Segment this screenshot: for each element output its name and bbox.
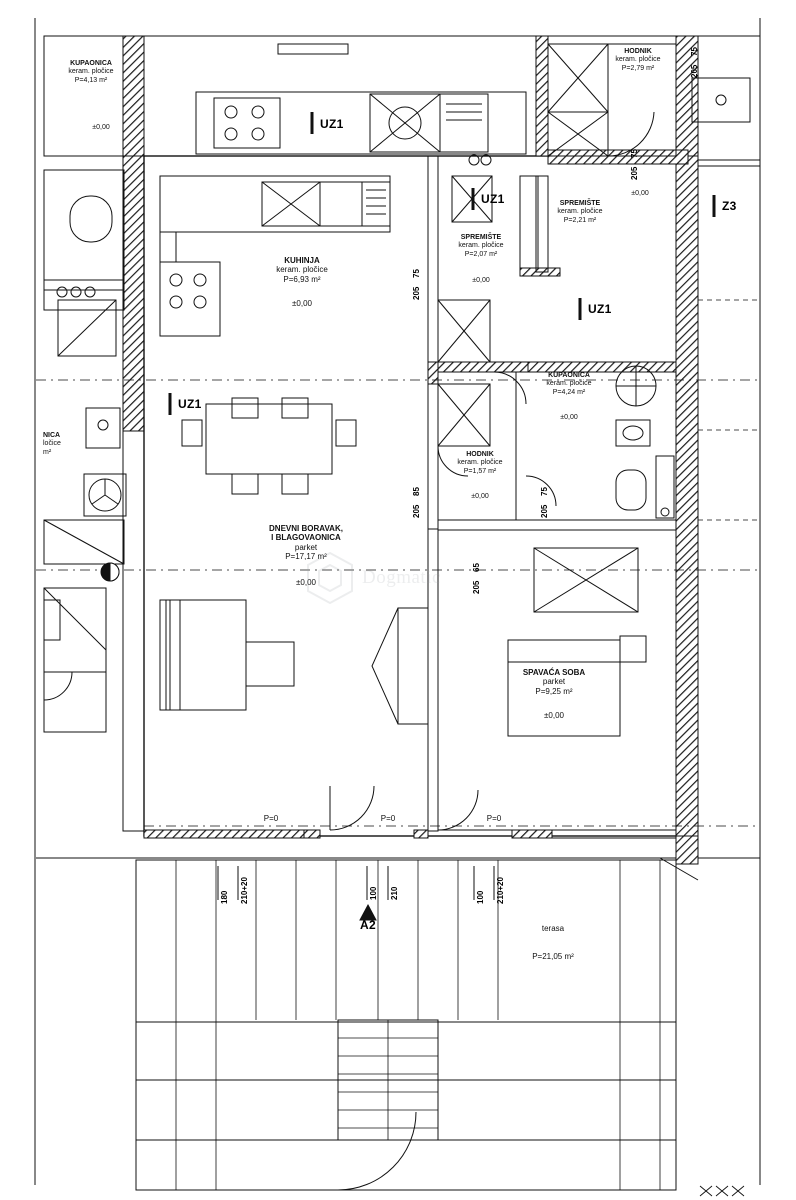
room-area: P=1,57 m²: [463, 467, 497, 475]
marker-zone-z3: Z3: [722, 199, 737, 213]
room-level-spavaca-soba: ±0,00: [544, 711, 564, 720]
door-dim-3-top: 100: [476, 890, 485, 904]
room-finish: keram. pločice: [458, 242, 504, 250]
room-level-kuhinja: ±0,00: [292, 299, 312, 308]
floor-mark-3: P=0: [486, 814, 502, 823]
marker-uz1-d: UZ1: [178, 397, 202, 411]
room-name: KUHINJA: [284, 256, 320, 265]
room-name: terasa: [541, 924, 565, 933]
room-finish: keram. pločice: [615, 56, 661, 64]
wall-dim-1-bottom: 205: [412, 286, 421, 300]
room-area: P=9,25 m²: [535, 686, 573, 696]
room-label-kupaonica-top: [43, 60, 139, 85]
marker-uz1-b: UZ1: [481, 192, 505, 206]
room-label-spremiste-right: [534, 200, 626, 225]
wall-dim-4-bottom: 205: [540, 504, 549, 518]
wall-dim-2-bottom: 205: [630, 166, 639, 180]
room-area: m²: [43, 448, 52, 456]
door-dim-1-top: 180: [220, 890, 229, 904]
room-area: P=2,07 m²: [464, 250, 498, 258]
floor-mark-1: P=0: [263, 814, 279, 823]
room-name: HODNIK: [466, 451, 494, 458]
watermark-text: Dogmatic: [362, 567, 441, 588]
room-area: P=2,79 m²: [621, 64, 655, 72]
room-level-hodnik-mid: ±0,00: [471, 493, 489, 500]
room-level-spremiste-mid: ±0,00: [472, 277, 490, 284]
room-name-line1: DNEVNI BORAVAK,: [269, 524, 343, 533]
door-dim-2-bottom: 210: [390, 886, 399, 900]
room-label-hodnik-mid: [437, 451, 523, 476]
room-label-spavaca-soba: [504, 668, 604, 696]
room-finish: keram. pločice: [557, 208, 603, 216]
room-finish: parket: [294, 542, 318, 552]
room-name: KUPAONICA: [548, 372, 590, 379]
room-name-line2: I BLAGOVAONICA: [271, 533, 341, 543]
marker-uz1-c: UZ1: [588, 302, 612, 316]
room-label-hodnik-top: [593, 48, 683, 73]
room-name: NICA: [43, 432, 61, 439]
room-label-terasa: [513, 924, 593, 933]
room-level-dnevni-boravak: ±0,00: [296, 578, 316, 587]
room-finish: keram. pločice: [68, 68, 114, 76]
room-name: KUPAONICA: [70, 60, 112, 67]
wall-dim-2-top: 75: [630, 149, 639, 158]
room-name: SPAVAĆA SOBA: [522, 668, 586, 677]
room-finish: keram. pločice: [457, 459, 503, 467]
room-area: P=17,17 m²: [285, 552, 327, 562]
door-dim-3-bottom: 210+20: [496, 877, 505, 904]
wall-dim-5-top: 65: [472, 563, 481, 572]
marker-uz1-a: UZ1: [320, 117, 344, 131]
door-dim-1-bottom: 210+20: [240, 877, 249, 904]
room-level-kupaonica-right: ±0,00: [560, 414, 578, 421]
room-finish: ločice: [43, 440, 61, 448]
room-name: SPREMIŠTE: [460, 234, 502, 241]
room-label-spremiste-mid: [439, 234, 523, 259]
door-dim-2-top: 100: [369, 886, 378, 900]
floor-mark-2: P=0: [380, 814, 396, 823]
room-finish: parket: [542, 677, 566, 687]
room-label-dnevni-boravak: [243, 524, 369, 562]
room-area: P=2,21 m²: [563, 216, 597, 224]
room-area-terasa: P=21,05 m²: [532, 952, 574, 961]
wall-dim-5-bottom: 205: [472, 580, 481, 594]
room-level-kupaonica-top: ±0,00: [92, 124, 110, 131]
wall-dim-3-top: 85: [412, 487, 421, 496]
marker-section-a2: A2: [360, 918, 376, 932]
room-area: P=4,24 m²: [552, 388, 586, 396]
room-label-partial-left: [43, 432, 89, 457]
wall-dim-6-bottom: 205: [690, 64, 699, 78]
room-finish: keram. pločice: [276, 265, 328, 275]
room-finish: keram. pločice: [546, 380, 592, 388]
wall-dim-4-top: 75: [540, 487, 549, 496]
wall-dim-3-bottom: 205: [412, 504, 421, 518]
wall-dim-1-top: 75: [412, 269, 421, 278]
wall-dim-6-top: 75: [690, 47, 699, 56]
room-area: P=6,93 m²: [283, 274, 321, 284]
room-name: HODNIK: [624, 48, 652, 55]
room-label-kupaonica-right: [524, 372, 614, 397]
room-name: SPREMIŠTE: [559, 200, 601, 207]
room-label-kuhinja: [252, 256, 352, 284]
room-area: P=4,13 m²: [74, 76, 108, 84]
room-level-hodnik-top: ±0,00: [631, 190, 649, 197]
